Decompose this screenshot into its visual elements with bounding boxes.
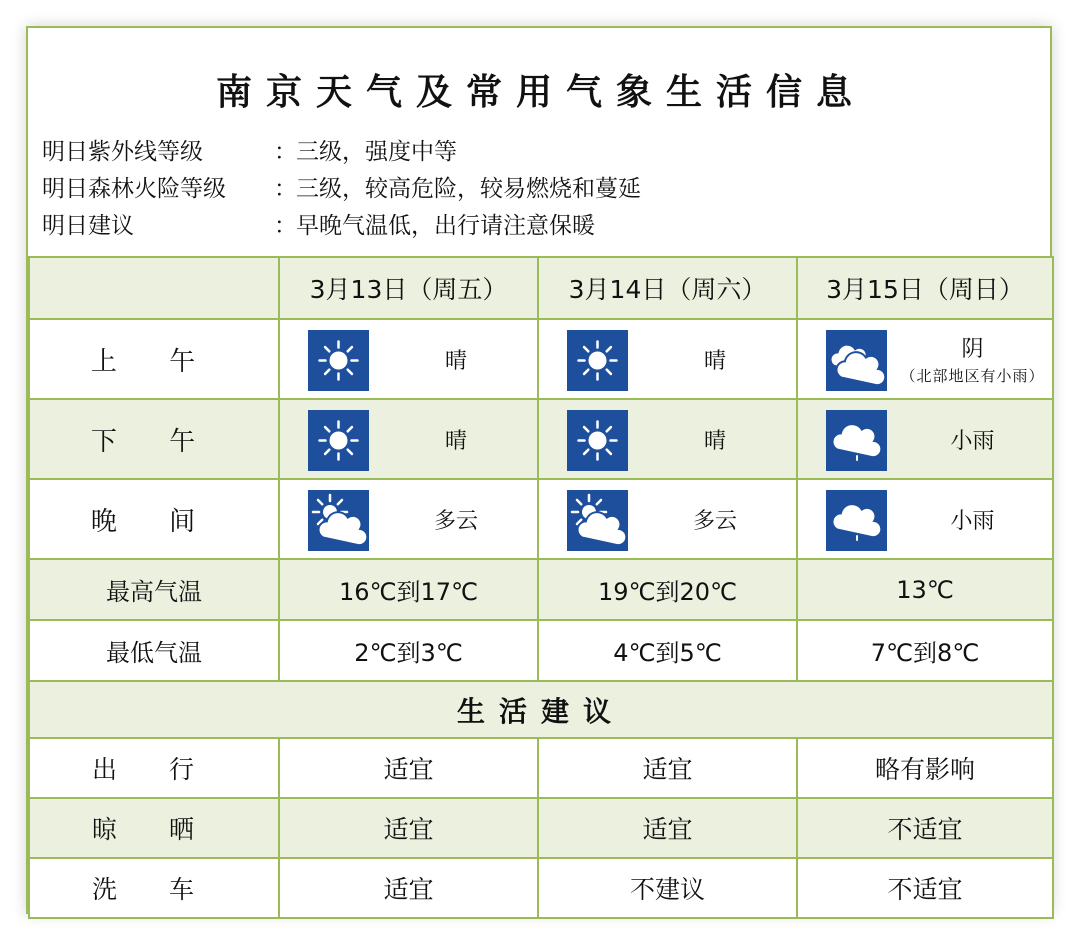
info-separator: ： [274,176,297,202]
sunny-icon [567,330,628,391]
life-value: 不适宜 [797,858,1053,918]
life-row-carwash [29,858,1053,918]
weather-text: 多云 [692,508,737,534]
weather-text: 晴 [444,428,467,454]
partly-cloudy-icon [308,490,369,551]
life-value: 不适宜 [797,798,1053,858]
period-label: 上 午 [29,319,279,399]
life-value: 适宜 [538,798,797,858]
info-separator: ： [274,139,297,165]
life-value: 适宜 [279,738,538,798]
weather-cell [279,319,538,399]
sunny-icon [308,410,369,471]
info-advice [42,208,595,245]
temp-value: 7℃到8℃ [797,620,1053,681]
life-value: 适宜 [538,738,797,798]
weather-text: 多云 [433,508,478,534]
light-rain-icon [826,490,887,551]
info-label: 明日紫外线等级 [42,139,203,165]
weather-text: 晴 [444,348,467,374]
info-label: 明日建议 [42,213,134,239]
info-value: 三级，强度中等 [296,139,457,165]
temp-row-high [29,559,1053,620]
period-label: 晚 间 [29,479,279,559]
day-header: 3月15日（周日） [797,257,1053,319]
weather-cell [279,399,538,479]
temp-label: 最高气温 [29,559,279,620]
weather-cell [538,479,797,559]
day-header: 3月13日（周五） [279,257,538,319]
life-row-drying [29,798,1053,858]
sunny-icon [567,410,628,471]
life-value: 不建议 [538,858,797,918]
life-label: 洗 车 [29,858,279,918]
life-section-header [29,681,1053,738]
weather-cell [279,479,538,559]
temp-value: 2℃到3℃ [279,620,538,681]
period-label: 下 午 [29,399,279,479]
header-corner [29,257,279,319]
info-label: 明日森林火险等级 [42,176,226,202]
forecast-table [28,256,1054,919]
cloudy-icon [826,330,887,391]
period-row-morning [29,319,1053,399]
weather-cell [797,399,1053,479]
weather-text: 阴 [961,337,984,362]
weather-cell [797,479,1053,559]
temp-value: 19℃到20℃ [538,559,797,620]
temp-value: 13℃ [797,559,1053,620]
partly-cloudy-icon [567,490,628,551]
life-label: 晾 晒 [29,798,279,858]
weather-text: 小雨 [950,428,995,454]
life-value: 适宜 [279,798,538,858]
weather-cell [797,319,1053,399]
weather-cell [538,399,797,479]
info-uv [42,134,457,171]
life-value: 略有影响 [797,738,1053,798]
life-label: 出 行 [29,738,279,798]
temp-value: 4℃到5℃ [538,620,797,681]
weather-text: 小雨 [950,508,995,534]
table-header-row [29,257,1053,319]
temp-label: 最低气温 [29,620,279,681]
info-fire-risk [42,171,641,208]
light-rain-icon [826,410,887,471]
weather-cell [538,319,797,399]
life-value: 适宜 [279,858,538,918]
weather-text: 晴 [703,428,726,454]
life-section-title: 生活建议 [29,681,1053,738]
period-row-afternoon [29,399,1053,479]
info-separator: ： [274,213,297,239]
info-value: 三级，较高危险，较易燃烧和蔓延 [296,176,641,202]
info-value: 早晚气温低，出行请注意保暖 [296,213,595,239]
sunny-icon [308,330,369,391]
life-row-travel [29,738,1053,798]
weather-panel [26,26,1052,914]
temp-row-low [29,620,1053,681]
weather-note: （北部地区有小雨） [900,367,1045,385]
day-header: 3月14日（周六） [538,257,797,319]
temp-value: 16℃到17℃ [279,559,538,620]
period-row-evening [29,479,1053,559]
weather-text: 晴 [703,348,726,374]
page-title: 南京天气及常用气象生活信息 [215,71,866,113]
